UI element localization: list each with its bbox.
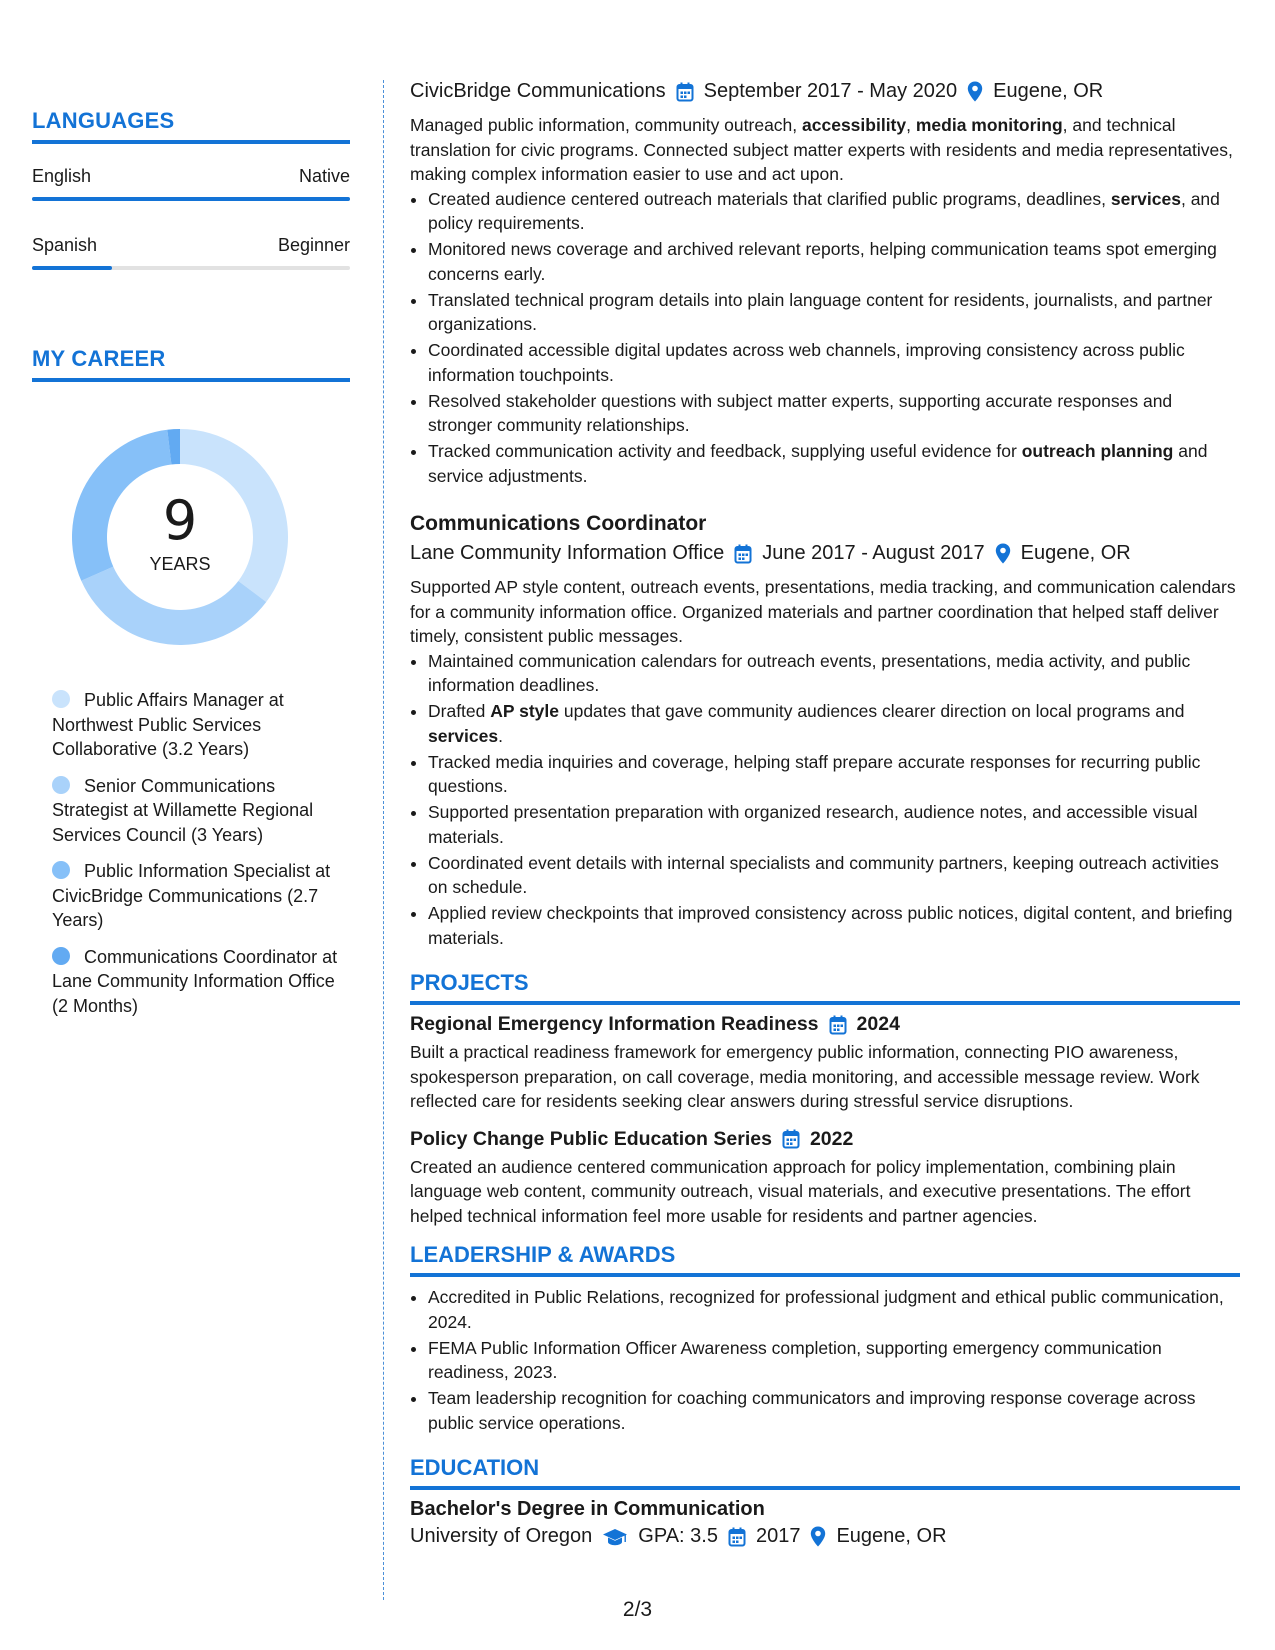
awards-list: [410, 1285, 1240, 1435]
legend-dot: [52, 690, 70, 708]
job-title: Communications Coordinator: [410, 512, 707, 535]
job-dates: June 2017 - August 2017: [762, 542, 985, 564]
legend-label: Communications Coordinator at Lane Community Information Office (2 Months): [52, 946, 338, 1016]
career-heading: MY CAREER: [32, 346, 350, 382]
award-item: • Accredited in Public Relations, recognized for professional judgment and ethical public communication, 2024.: [428, 1285, 1240, 1334]
education-school: University of Oregon: [410, 1525, 593, 1547]
education-gpa: GPA: 3.5: [638, 1525, 718, 1547]
map-pin-icon: [810, 1526, 826, 1547]
map-pin-icon: [967, 81, 983, 102]
legend-label: Senior Communications Strategist at Willamette Regional Services Council (3 Years): [52, 775, 314, 845]
job-dates: September 2017 - May 2020: [703, 80, 958, 102]
award-item: • FEMA Public Information Officer Awareness completion, supporting emergency communication readiness, 2023.: [428, 1336, 1240, 1385]
education-heading: EDUCATION: [410, 1455, 1240, 1490]
calendar-icon: [734, 544, 752, 564]
legend-label: Public Information Specialist at CivicBridge Communications (2.7 Years): [52, 861, 331, 930]
job-summary: Supported AP style content, outreach events, presentations, media tracking, and communication calendars for a community information office. Organized materials and partner coordination that helped staff deliver timely, consistent public messages.: [410, 577, 1236, 646]
project-header: [410, 1128, 1240, 1151]
language-row: [32, 235, 350, 256]
project-title: Policy Change Public Education Series: [410, 1127, 772, 1150]
legend-dot: [52, 947, 70, 965]
project-description: Built a practical readiness framework for emergency public information, connecting PIO awareness, spokesperson preparation, on call coverage, media monitoring, and accessible message review. Work reflected care for residents seeking clear answers during stressful service disruptions.: [410, 1042, 1200, 1111]
calendar-icon: [676, 82, 694, 102]
language-proficiency-fill: [32, 197, 350, 201]
calendar-icon: [829, 1015, 847, 1035]
project-year: 2024: [856, 1013, 900, 1035]
projects-heading: PROJECTS: [410, 970, 1240, 1005]
education-meta: [410, 1525, 1240, 1548]
legend-dot: [52, 776, 70, 794]
language-name: Spanish: [32, 235, 98, 255]
job-meta: [410, 542, 1240, 565]
job-bullet: • Resolved stakeholder questions with subject matter experts, supporting accurate responses and stronger community relationships.: [428, 389, 1240, 438]
languages-heading: LANGUAGES: [32, 108, 350, 144]
job-bullet: • Supported presentation preparation with organized research, audience notes, and accessible visual materials.: [428, 800, 1240, 849]
education-location: Eugene, OR: [836, 1525, 947, 1547]
career-legend: [32, 688, 350, 1018]
job-bullet: • Translated technical program details into plain language content for residents, journalists, and partner organizations.: [428, 288, 1240, 337]
career-donut-chart: [65, 422, 295, 652]
job-bullet: • Created audience centered outreach materials that clarified public programs, deadlines, services, and policy requirements.: [428, 187, 1240, 236]
job-bullets: [410, 187, 1240, 489]
job-entry-lane-community: [410, 512, 1240, 950]
awards-heading: LEADERSHIP & AWARDS: [410, 1242, 1240, 1277]
job-location: Eugene, OR: [1020, 542, 1131, 564]
project-item: [410, 1013, 1240, 1114]
career-total-unit: YEARS: [149, 554, 211, 574]
job-bullet: • Monitored news coverage and archived relevant reports, helping communication teams spot emerging concerns early.: [428, 237, 1240, 286]
job-location: Eugene, OR: [993, 80, 1104, 102]
career-donut-center: [65, 422, 295, 652]
job-bullet: • Applied review checkpoints that improved consistency across public notices, digital content, and briefing materials.: [428, 901, 1240, 950]
career-total-years: 9: [162, 489, 198, 552]
job-bullets: [410, 649, 1240, 951]
calendar-icon: [782, 1129, 800, 1149]
job-bullet: • Drafted AP style updates that gave community audiences clearer direction on local programs and services.: [428, 699, 1240, 748]
language-name: English: [32, 166, 92, 186]
project-title: Regional Emergency Information Readiness: [410, 1013, 819, 1035]
project-description: Created an audience centered communication approach for policy implementation, combining plain language web content, community outreach, visual materials, and executive presentations. The effort helped technical information feel more usable for residents and partner agencies.: [410, 1156, 1191, 1226]
project-year: 2022: [809, 1127, 854, 1150]
legend-dot: [52, 861, 70, 879]
project-header: [410, 1013, 1240, 1036]
legend-label: Public Affairs Manager at Northwest Public Services Collaborative (3.2 Years): [52, 690, 284, 759]
award-item: • Team leadership recognition for coaching communicators and improving response coverage across public service operations.: [428, 1386, 1240, 1435]
graduation-cap-icon: [602, 1527, 628, 1547]
job-company: CivicBridge Communications: [410, 80, 666, 102]
job-summary: Managed public information, community outreach, accessibility, media monitoring, and technical translation for civic programs. Connected subject matter experts with residents and media representatives, making complex information easier to use and act upon.: [410, 115, 1233, 184]
job-meta: [410, 80, 1240, 103]
career-legend-item: [52, 688, 350, 762]
language-level: Native: [298, 166, 350, 186]
job-bullet: • Coordinated accessible digital updates across web channels, improving consistency across public information touchpoints.: [428, 338, 1240, 387]
language-proficiency-bar: [32, 266, 350, 270]
page-number: 2/3: [622, 1598, 653, 1621]
language-level: Beginner: [277, 235, 350, 255]
job-company: Lane Community Information Office: [410, 542, 725, 564]
career-legend-item: [52, 945, 350, 1019]
job-bullet: • Tracked media inquiries and coverage, helping staff prepare accurate responses for recurring public questions.: [428, 750, 1240, 799]
language-row: [32, 166, 350, 187]
job-bullet: • Coordinated event details with internal specialists and community partners, keeping outreach activities on schedule.: [428, 851, 1240, 900]
education-year: 2017: [755, 1525, 801, 1547]
career-legend-item: [52, 774, 350, 848]
projects-list: [410, 1013, 1240, 1228]
job-bullet: • Maintained communication calendars for outreach events, presentations, media activity, and public information deadlines.: [428, 649, 1240, 698]
calendar-icon: [728, 1527, 746, 1547]
language-proficiency-fill: [32, 266, 112, 270]
job-bullet: • Tracked communication activity and feedback, supplying useful evidence for outreach planning and service adjustments.: [428, 439, 1240, 488]
column-divider: [383, 80, 384, 1600]
education-degree: Bachelor's Degree in Communication: [410, 1498, 765, 1520]
language-proficiency-bar: [32, 197, 350, 201]
map-pin-icon: [995, 543, 1011, 564]
career-legend-item: [52, 859, 350, 933]
job-entry-civicbridge: [410, 80, 1240, 488]
main-content: [410, 80, 1240, 1548]
languages-list: [32, 166, 350, 270]
sidebar: [32, 108, 350, 1030]
project-item: [410, 1128, 1240, 1229]
